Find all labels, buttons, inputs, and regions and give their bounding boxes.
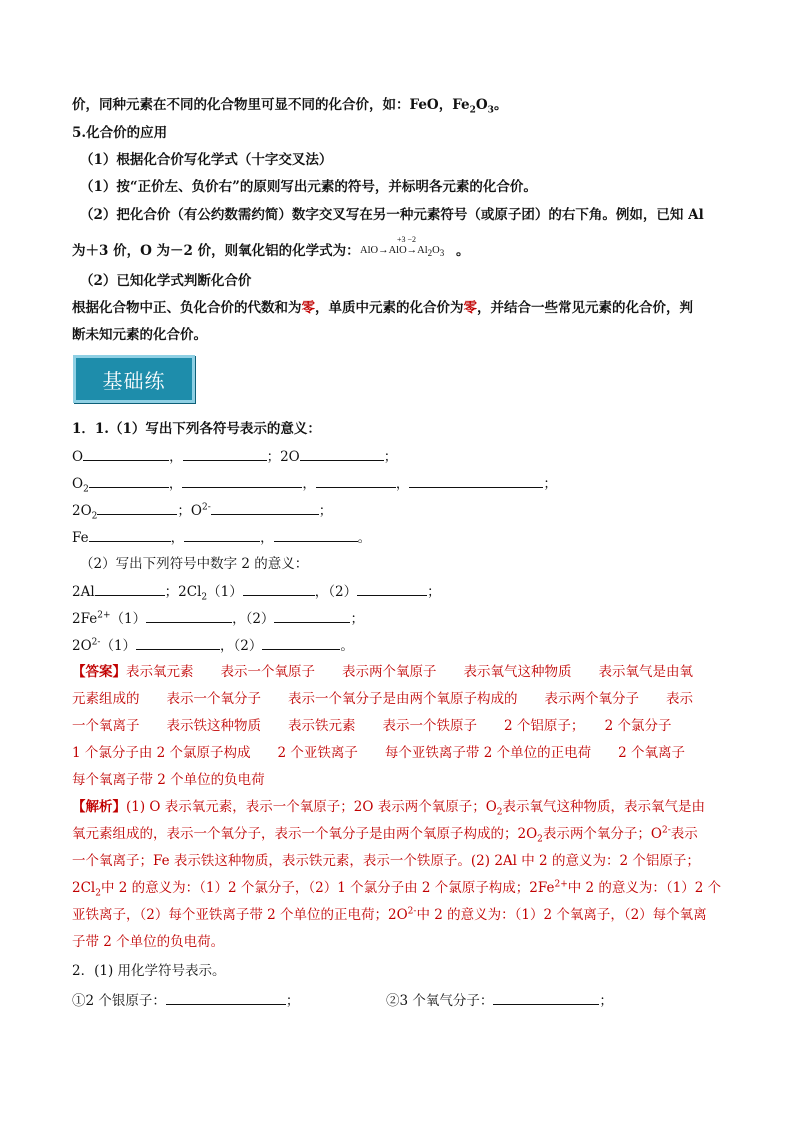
section-banner-label: 基础练 (102, 368, 166, 393)
q1-part-2: （2）写出下列符号中数字 2 的意义： (80, 556, 309, 572)
answer-line-2: 元素组成的 表示一个氧分子 表示一个氧分子是由两个氧原子构成的 表示两个氧分子 表示 (72, 691, 693, 707)
q1-row-fe2: $2Fe^{2+}(1)$ ，（2） ； (72, 610, 364, 627)
formula-end: 。 (456, 243, 470, 259)
section-heading-5: 5.化合价的应用 (72, 125, 168, 141)
paragraph-line-2: 断未知元素的化合价。 (72, 327, 207, 343)
analysis-line-6: 子带 2 个单位的负电荷。 (72, 934, 225, 950)
question-2-title: 2．(1) 用化学符号表示。 (72, 963, 226, 979)
answer-line-4: 1 个氯分子由 2 个氯原子构成 2 个亚铁离子 每个亚铁离子带 2 个单位的正电荷 2 个氧离子 (72, 745, 685, 761)
answer-line-1: 【答案】表示氧元素 表示一个氧原子 表示两个氧原子 表示氧气这种物质 表示氧气是由氧 (72, 664, 693, 680)
step-1: （1）按“正价左、负价右”的原则写出元素的符号，并标明各元素的化合价。 (80, 179, 537, 195)
q1-row-al-cl: 2Al ；$2Cl_2(1)$ ，（2） ； (72, 584, 441, 603)
intro-line-1: 价，同种元素在不同的化合物里可显不同的化合价，如：FeO，$Fe_2O_3$。 (72, 97, 508, 116)
q2-item-1: ①2 个银原子： ； (72, 993, 300, 1009)
section-banner (73, 355, 195, 403)
analysis-line-1: 【解析】(1) O 表示氧元素，表示一个氧原子；2O 表示两个氧原子；$O_2$表示氧气这种物质，表示氧气是由 (72, 799, 706, 818)
step-2: （2）把化合价（有公约数需约简）数字交叉写在另一种元素符号（或原子团）的右下角。例如，已知 Al (80, 207, 704, 223)
analysis-tag: 【解析】 (72, 799, 126, 815)
aluminium-oxide-formula: +3 −2 $AlO\to AlO\to Al_2O_3$ (360, 235, 445, 259)
analysis-line-3: 一个氧离子；Fe 表示铁这种物质，表示铁元素，表示一个铁原子。(2) 2Al 中 2 的意义为：2 个铝原子； (72, 853, 700, 869)
q1-row-o: O ， ；2O ； (72, 449, 398, 465)
paragraph-line-1: 根据化合物中正、负化合价的代数和为零，单质中元素的化合价为零，并结合一些常见元素的化合价，判 (72, 300, 693, 316)
question-1-title: 1．1.（1）写出下列各符号表示的意义： (72, 421, 321, 437)
step-2-continued: 为＋3 价，O 为－2 价，则氧化铝的化学式为： (72, 243, 360, 259)
answer-line-3: 一个氧离子 表示铁这种物质 表示铁元素 表示一个铁原子 2 个铝原子； 2 个氯分子 (72, 718, 672, 734)
analysis-line-5: 亚铁离子，（2）每个亚铁离子带 2 个单位的正电荷；$2O^{2-}$中 2 的意义为：（1）2 个氧离子，（2）每个氧离 (72, 906, 707, 923)
q1-row-fe: Fe ， ， 。 (72, 530, 372, 546)
q1-row-o2minus: $2O^{2-}(1)$ ，（2） 。 (72, 637, 354, 654)
answer-tag: 【答案】 (72, 664, 126, 680)
q2-item-2: ②3 个氧气分子： ； (386, 993, 613, 1009)
q1-row-o2: $O_2$ ， ， ， ； (72, 476, 557, 495)
answer-line-5: 每个氧离子带 2 个单位的负电荷 (72, 772, 265, 788)
subheading-2: （2）已知化学式判断化合价 (80, 273, 252, 289)
analysis-line-2: 氧元素组成的，表示一个氧分子，表示一个氧分子是由两个氧原子构成的；$2O_2$表示两个氧分子；$O^{2-}$表示 (72, 825, 698, 845)
q1-row-2o2: $2O_2$ ；$O^{2-}$ ； (72, 502, 333, 522)
subheading-1: （1）根据化合价写化学式（十字交叉法） (80, 152, 333, 168)
analysis-line-4: $2Cl_2$中 2 的意义为：（1）2 个氯分子，（2）1 个氯分子由 2 个氯原子构成；$2Fe^{2+}$中 2 的意义为：（1）2 个 (72, 879, 722, 899)
